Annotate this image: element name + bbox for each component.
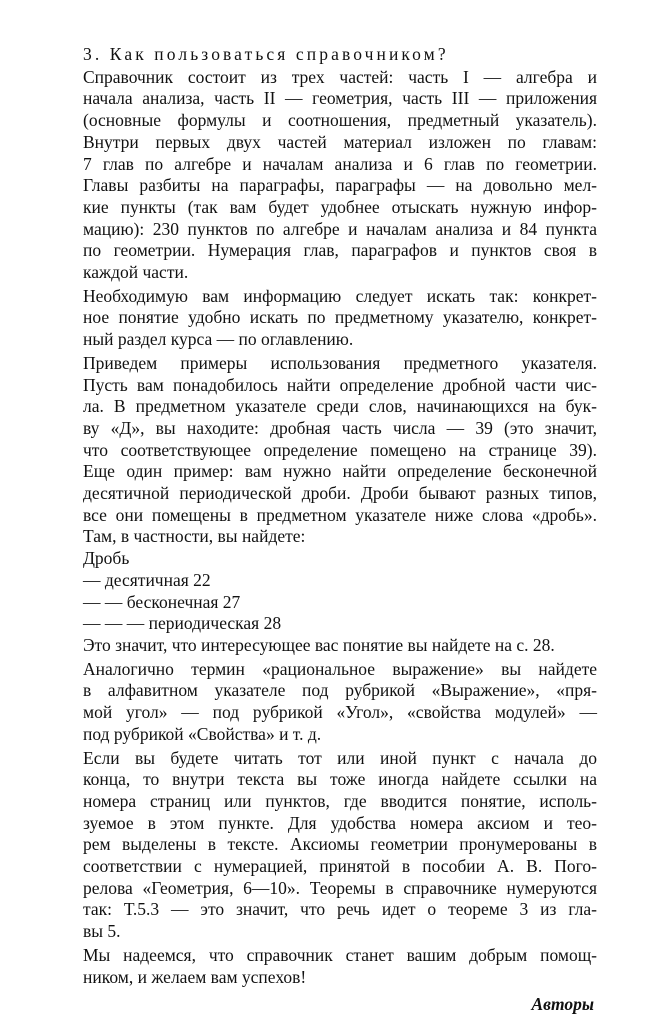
text-line: мой угол» — под рубрикой «Угол», «свойства модулей» — [83,702,597,723]
text-line: конца, то внутри текста вы тоже иногда найдете ссылки на [83,769,597,790]
index-entry: Дробь [83,548,130,569]
paragraph-structure [83,67,597,284]
text-line: рем выделены в тексте. Аксиомы геометрии пронумерованы в [83,834,597,855]
paragraph-closing [83,945,597,988]
text-line: ла. В предметном указателе среди слов, начинающихся на бук- [83,396,597,417]
text-line: кие пункты (так вам будет удобнее отыскать нужную инфор- [83,196,597,217]
text-line: все они помещены в предметном указателе ниже слова «дробь». [83,504,597,525]
text-line: Аналогично термин «рациональное выражение» вы найдете [83,658,597,679]
text-line: Справочник состоит из трех частей: часть I — алгебра и [83,66,597,87]
text-line: Если вы будете читать тот или иной пункт с начала до [83,747,597,768]
text-line: так: Т.5.3 — это значит, что речь идет о теореме 3 из гла- [83,899,597,920]
text-line: ное понятие удобно искать по предметному указателю, конкрет- [83,307,597,328]
paragraph-references [83,748,597,943]
text-line: 7 глав по алгебре и началам анализа и 6 глав по геометрии. [83,153,597,174]
index-example-list [83,548,597,635]
text-line: Это значит, что интересующее вас понятие вы найдете на с. 28. [83,634,555,655]
index-entry: — — бесконечная 27 [83,591,241,612]
text-line: под рубрикой «Свойства» и т. д. [83,723,322,744]
text-line: Главы разбиты на параграфы, параграфы — на довольно мел- [83,175,597,196]
authors-signature: Авторы [531,994,594,1015]
document-page [83,44,597,1016]
text-line: десятичной периодической дроби. Дроби бывают разных типов, [83,483,597,504]
section-heading: 3. Как пользоваться справочником? [83,44,449,64]
text-line: что соответствующее определение помещено на странице 39). [83,439,597,460]
text-line: Необходимую вам информацию следует искать так: конкрет- [83,285,597,306]
text-line: релова «Геометрия, 6—10». Теоремы в справочнике нумеруются [83,877,597,898]
text-line: по геометрии. Нумерация глав, параграфов и пунктов своя в [83,240,597,261]
text-line: в алфавитном указателе под рубрикой «Выражение», «пря- [83,680,597,701]
text-line: Пусть вам понадобилось найти определение дробной части чис- [83,374,597,395]
text-line: вы 5. [83,921,121,942]
paragraph-examples [83,353,597,657]
text-line: соответствии с нумерацией, принятой в пособии А. В. Пого- [83,856,597,877]
text-line: Приведем примеры использования предметного указателя. [83,352,597,373]
text-line: Еще один пример: вам нужно найти определение бесконечной [83,461,597,482]
text-line: зуемое в этом пункте. Для удобства номера аксиом и тео- [83,812,597,833]
text-line: номера страниц или пунктов, где вводится понятие, исполь- [83,790,597,811]
text-line: ву «Д», вы находите: дробная часть числа — 39 (это значит, [83,417,597,438]
text-line: (основные формулы и соотношения, предметный указатель). [83,110,597,131]
text-line: Внутри первых двух частей материал изложен по главам: [83,131,597,152]
text-line: ником, и желаем вам успехов! [83,966,307,987]
text-line: каждой части. [83,262,189,283]
text-line: начала анализа, часть II — геометрия, часть III — приложения [83,88,597,109]
index-entry: — — — периодическая 28 [83,613,282,634]
paragraph-search [83,286,597,351]
paragraph-analogy [83,659,597,746]
text-line: мацию): 230 пунктов по алгебре и началам анализа и 84 пункта [83,218,597,239]
text-line: Мы надеемся, что справочник станет вашим добрым помощ- [83,944,597,965]
index-entry: — десятичная 22 [83,569,211,590]
text-line: Там, в частности, вы найдете: [83,526,306,547]
text-line: ный раздел курса — по оглавлению. [83,329,354,350]
